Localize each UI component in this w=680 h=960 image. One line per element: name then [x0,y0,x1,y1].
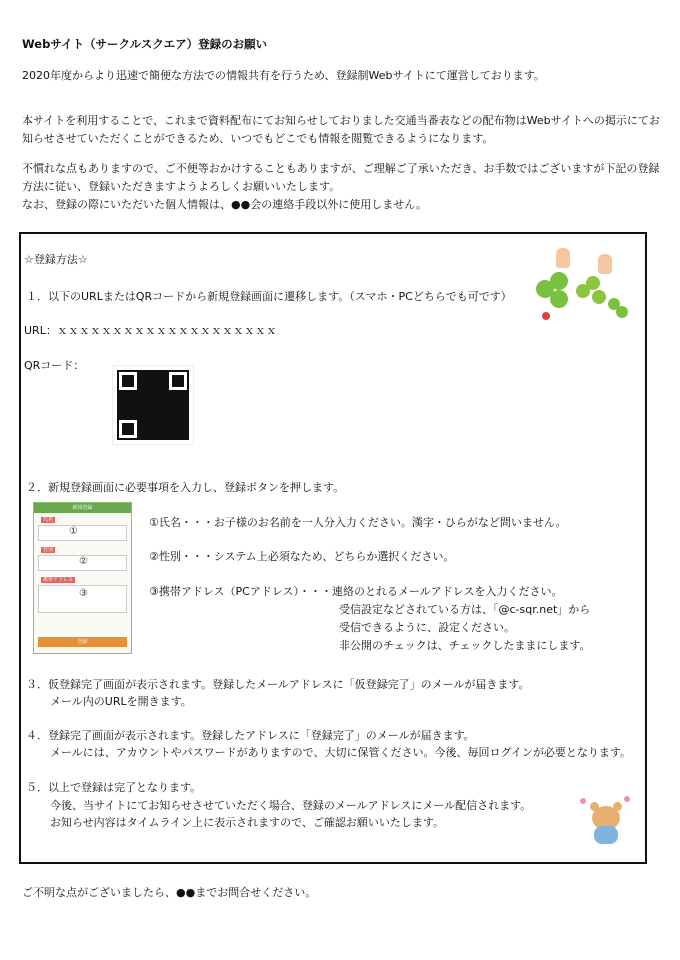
item-3-email: ③携帯アドレス（PCアドレス）・・・連絡のとれるメールアドレスを入力ください。 [149,585,563,598]
email-tag: 携帯アドレス [43,577,73,583]
gender-field [38,547,127,571]
intro-paragraph-3-line-1: 不慣れな点もありますので、ご不便等おかけすることもありますが、ご理解ご了承いただき、お手数ではございますが下記の登録 [22,162,660,175]
registration-form-screenshot [33,502,132,654]
item-3-note-1: 受信設定などされている方は、「@c-sqr.net」から [339,603,591,616]
footer-contact: ご不明な点がございましたら、●●までお問合せください。 [22,886,317,899]
intro-paragraph-1: 2020年度からより迅速で簡便な方法での情報共有を行うため、登録制Webサイトにて運営しております。 [22,69,545,82]
qr-label: QRコード： [24,359,85,372]
intro-paragraph-3-line-2: 方法に従い、登録いただきますようよろしくお願いいたします。 [22,180,341,193]
box-heading: ☆登録方法☆ [24,253,88,266]
name-tag: 氏名 [43,517,54,523]
form-marker-2: ② [79,556,88,567]
form-marker-3: ③ [79,588,88,599]
intro-paragraph-2-line-2: 知らせさせていただくことができるため、いつでもどこでも情報を閲覧できるようになります。 [22,132,494,145]
gender-tag: 性別 [43,547,54,553]
item-1-name: ①氏名・・・お子様のお名前を一人分入力ください。漢字・ひらがなど問いません。 [149,516,567,529]
form-header: 新規登録 [34,503,131,513]
intro-paragraph-3-line-3: なお、登録の際にいただいた個人情報は、●●会の連絡手段以外に使用しません。 [22,198,427,211]
step-2: ２．新規登録画面に必要事項を入力し、登録ボタンを押します。 [26,481,345,494]
item-3-note-2: 受信できるように、設定ください。 [339,621,515,634]
page-title: Webサイト（サークルスクエア）登録のお願い [22,37,268,51]
form-marker-1: ① [69,526,78,537]
name-field [38,517,127,541]
step-3-line-2: メール内のURLを開きます。 [50,695,192,708]
bear-illustration [578,796,634,848]
step-1: １．以下のURLまたはQRコードから新規登録画面に遷移します。（スマホ・PCどちらでも可です） [26,290,512,303]
clover-fairy-illustration [530,246,630,336]
step-5-line-1: ５．以上で登録は完了となります。 [26,781,202,794]
step-4-line-2: メールには、アカウントやパスワードがありますので、大切に保管ください。今後、毎回ログインが必要となります。 [50,746,632,759]
step-5-line-3: お知らせ内容はタイムライン上に表示されますので、ご確認お願いいたします。 [50,816,445,829]
url-line: URL：ｘｘｘｘｘｘｘｘｘｘｘｘｘｘｘｘｘｘｘｘ [24,324,277,337]
step-4-line-1: ４．登録完了画面が表示されます。登録したアドレスに「登録完了」のメールが届きます。 [26,729,475,742]
item-3-note-3: 非公開のチェックは、チェックしたままにします。 [339,639,591,652]
step-3-line-1: ３．仮登録完了画面が表示されます。登録したメールアドレスに「仮登録完了」のメールが届きます。 [26,678,530,691]
step-5-line-2: 今後、当サイトにてお知らせさせていただく場合、登録のメールアドレスにメール配信されます。 [50,799,532,812]
item-2-gender: ②性別・・・システム上必須なため、どちらか選択ください。 [149,550,455,563]
intro-paragraph-2-line-1: 本サイトを利用することで、これまで資料配布にてお知らせしておりました交通当番表などの配布物はWebサイトへの掲示にてお [22,114,660,127]
qr-code [112,365,194,445]
email-field [38,577,127,613]
form-register-button: 登録 [38,637,127,647]
